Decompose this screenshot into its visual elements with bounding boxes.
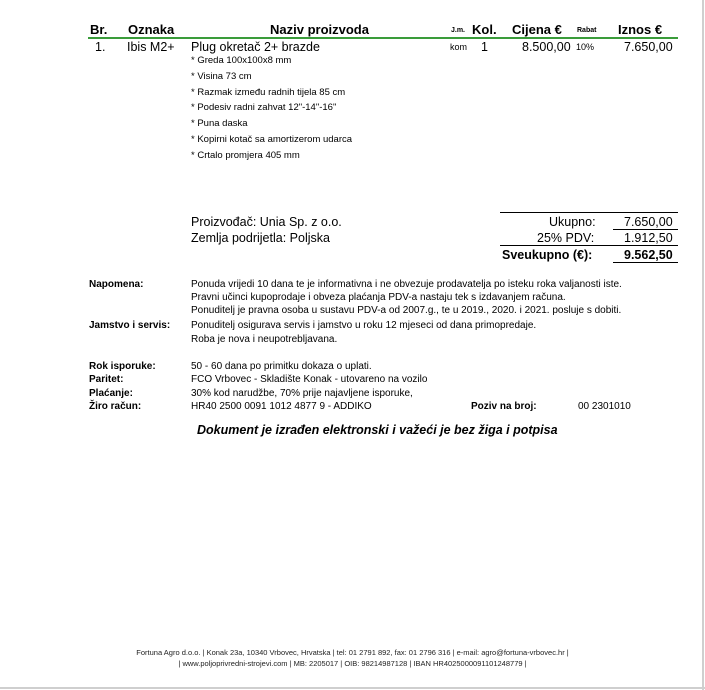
- row-jm: kom: [450, 42, 468, 52]
- spec-line: * Visina 73 cm: [191, 71, 252, 82]
- jamstvo-line: Ponuditelj osigurava servis i jamstvo u roku 12 mjeseci od dana primopredaje.: [191, 320, 537, 331]
- ziro-label: Žiro račun:: [89, 401, 142, 412]
- poziv-label: Poziv na broj:: [471, 401, 537, 412]
- placanje-label: Plaćanje:: [89, 388, 133, 399]
- spec-line: * Greda 100x100x8 mm: [191, 55, 292, 66]
- footer-line-2: | www.poljoprivredni-strojevi.com | MB: 2205017 | OIB: 98214987128 | IBAN HR4025000091101248779 |: [178, 659, 527, 668]
- manufacturer: Proizvođač: Unia Sp. z o.o.: [191, 215, 342, 229]
- header-naziv: Naziv proizvoda: [270, 22, 369, 37]
- poziv-value: 00 2301010: [578, 401, 631, 412]
- header-kol: Kol.: [472, 22, 497, 37]
- row-oznaka: Ibis M2+: [127, 40, 175, 54]
- totals-mid-rule: [500, 245, 678, 246]
- row-cijena: 8.500,00: [522, 40, 571, 54]
- placanje-value: 30% kod narudžbe, 70% prije najavljene isporuke,: [191, 388, 413, 399]
- country-of-origin: Zemlja podrijetla: Poljska: [191, 231, 330, 245]
- napomena-line: Ponuditelj je pravna osoba u sustavu PDV-a od 2007.g., te u 2019., 2020. i 2021. posluje s dobiti.: [191, 305, 622, 316]
- napomena-line: Pravni učinci kupoprodaje i obveza plaćanja PDV-a nastaju tek s izdavanjem računa.: [191, 292, 566, 303]
- header-iznos: Iznos €: [618, 22, 663, 37]
- paritet-label: Paritet:: [89, 374, 124, 385]
- sveukupno-label: Sveukupno (€):: [502, 248, 593, 262]
- header-rule: [88, 37, 678, 39]
- ukupno-label: Ukupno:: [549, 215, 596, 229]
- sveukupno-value: 9.562,50: [624, 248, 673, 262]
- header-br: Br.: [90, 22, 108, 37]
- napomena-label: Napomena:: [89, 279, 144, 290]
- ukupno-value: 7.650,00: [624, 215, 673, 229]
- page-right-edge: [702, 0, 704, 690]
- row-kol: 1: [481, 40, 488, 54]
- header-rabat: Rabat: [577, 27, 597, 34]
- pdv-value: 1.912,50: [624, 231, 673, 245]
- ziro-value: HR40 2500 0091 1012 4877 9 - ADDIKO: [191, 401, 372, 412]
- row-rabat: 10%: [576, 42, 595, 52]
- napomena-line: Ponuda vrijedi 10 dana te je informativna i ne obvezuje prodavatelja po isteku roka valjanosti iste.: [191, 279, 622, 290]
- spec-line: * Razmak između radnih tijela 85 cm: [191, 87, 346, 98]
- footer-line-1: Fortuna Agro d.o.o. | Konak 23a, 10340 Vrbovec, Hrvatska | tel: 01 2791 892, fax: 01 2796 316 | e-mail: agro@fortuna-vrbovec.hr |: [136, 648, 569, 657]
- pdv-label: 25% PDV:: [537, 231, 595, 245]
- page-bottom-edge: [0, 687, 705, 689]
- jamstvo-line: Roba je nova i neupotrebljavana.: [191, 334, 338, 345]
- header-jm: J.m.: [451, 27, 466, 34]
- paritet-value: FCO Vrbovec - Skladište Konak - utovareno na vozilo: [191, 374, 428, 385]
- row-br: 1.: [95, 40, 106, 54]
- ukupno-underline: [613, 229, 678, 230]
- sveukupno-underline: [613, 262, 678, 263]
- jamstvo-label: Jamstvo i servis:: [89, 320, 171, 331]
- spec-line: * Podesiv radni zahvat 12"-14"-16": [191, 102, 337, 113]
- rok-value: 50 - 60 dana po primitku dokaza o uplati.: [191, 361, 372, 372]
- spec-line: * Kopirni kotač sa amortizerom udarca: [191, 134, 353, 145]
- electronic-document-note: Dokument je izrađen elektronski i važeći je bez žiga i potpisa: [197, 423, 558, 437]
- header-cijena: Cijena €: [512, 22, 562, 37]
- header-oznaka: Oznaka: [128, 22, 175, 37]
- spec-line: * Crtalo promjera 405 mm: [191, 150, 300, 161]
- rok-label: Rok isporuke:: [89, 361, 156, 372]
- row-naziv: Plug okretač 2+ brazde: [191, 40, 320, 54]
- spec-line: * Puna daska: [191, 118, 248, 129]
- row-iznos: 7.650,00: [624, 40, 673, 54]
- totals-top-rule: [500, 212, 678, 213]
